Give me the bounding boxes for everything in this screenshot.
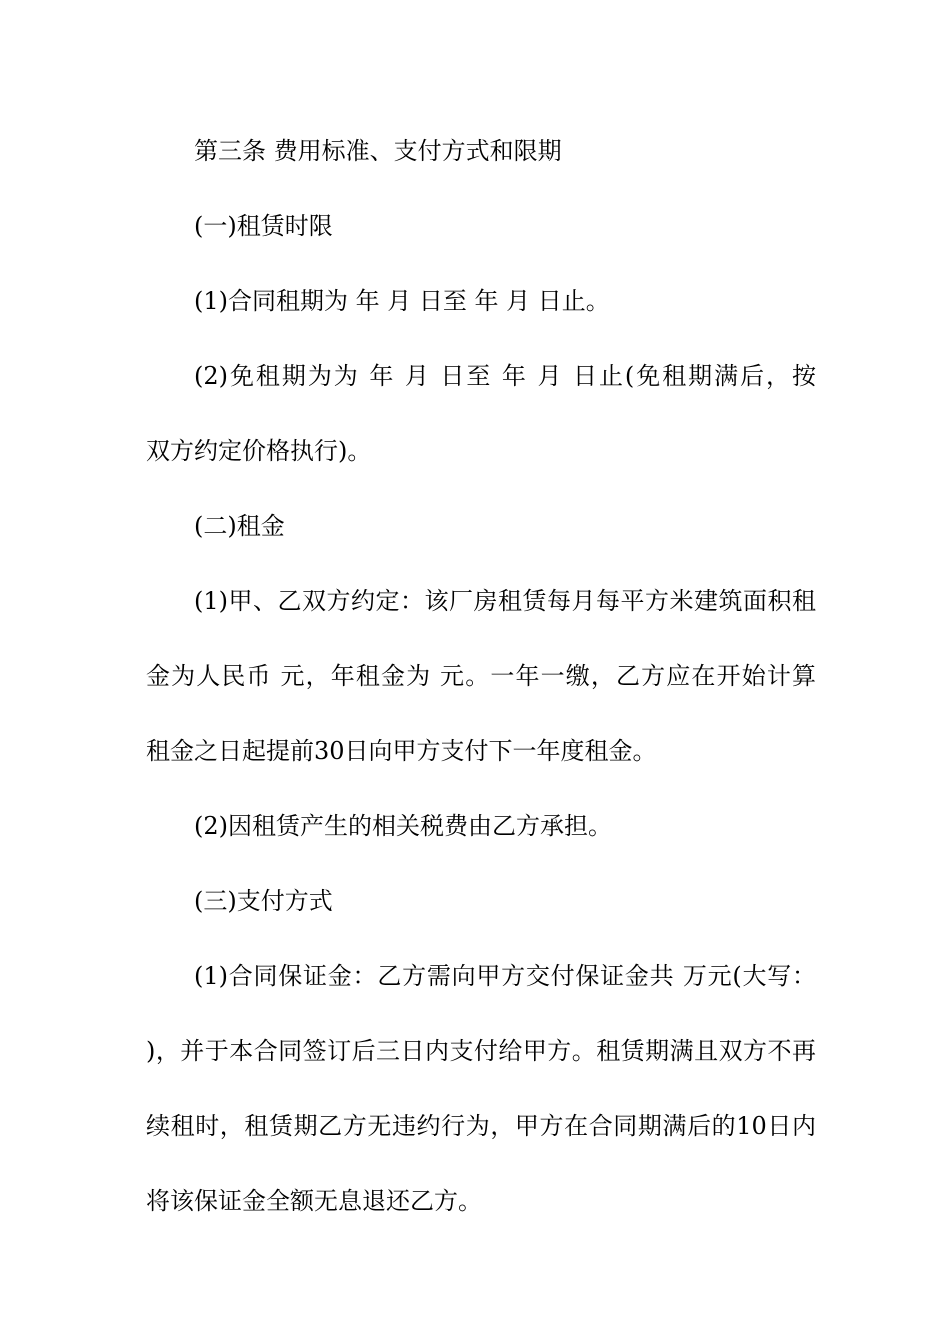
paragraph-line: 金为人民币 元，年租金为 元。一年一缴，乙方应在开始计算 [146, 662, 816, 690]
paragraph-line: (1)合同保证金：乙方需向甲方交付保证金共 万元(大写： [194, 962, 816, 990]
paragraph-line: 续租时，租赁期乙方无违约行为，甲方在合同期满后的10日内 [146, 1112, 816, 1140]
paragraph-line: (1)甲、乙双方约定：该厂房租赁每月每平方米建筑面积租 [194, 587, 816, 615]
article-heading: 第三条 费用标准、支付方式和限期 [194, 137, 562, 165]
paragraph-line: (2)因租赁产生的相关税费由乙方承担。 [194, 812, 612, 840]
paragraph-line: 租金之日起提前30日向甲方支付下一年度租金。 [146, 737, 657, 765]
paragraph-line: )，并于本合同签订后三日内支付给甲方。租赁期满且双方不再 [146, 1037, 816, 1065]
paragraph-line: 将该保证金全额无息退还乙方。 [146, 1187, 482, 1215]
section-heading-rent: (二)租金 [194, 512, 285, 540]
paragraph-line: (1)合同租期为 年 月 日至 年 月 日止。 [194, 287, 610, 315]
section-heading-lease-term: (一)租赁时限 [194, 212, 333, 240]
paragraph-line: 双方约定价格执行)。 [146, 437, 372, 465]
paragraph-line: (2)免租期为为 年 月 日至 年 月 日止(免租期满后，按 [194, 362, 816, 390]
section-heading-payment-method: (三)支付方式 [194, 887, 333, 915]
